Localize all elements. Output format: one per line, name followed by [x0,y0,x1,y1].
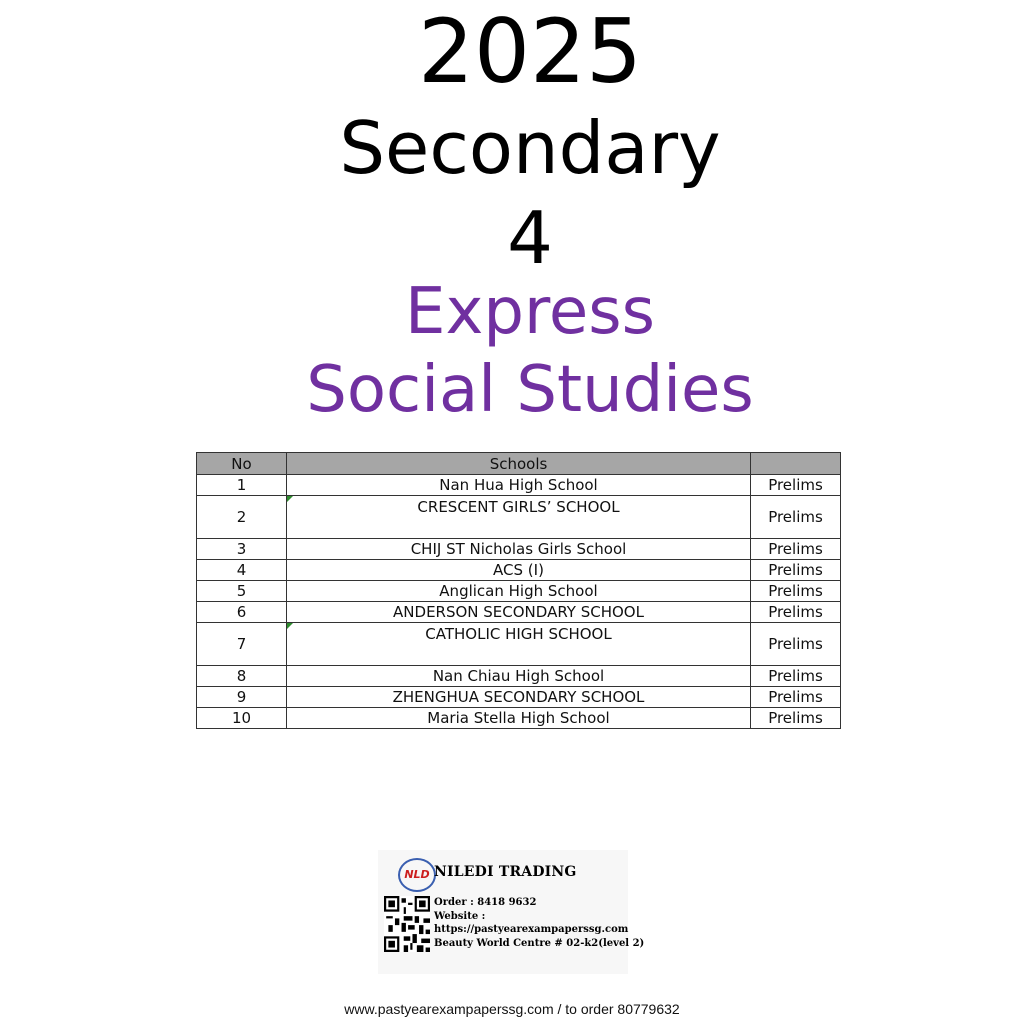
row-no: 4 [197,560,287,581]
row-school: ANDERSON SECONDARY SCHOOL [287,602,751,623]
row-no: 3 [197,539,287,560]
row-school: ZHENGHUA SECONDARY SCHOOL [287,687,751,708]
row-no: 10 [197,708,287,729]
schools-table [196,452,841,729]
row-no: 5 [197,581,287,602]
website-url: https://pastyearexampaperssg.com [434,924,629,935]
row-type: Prelims [751,581,841,602]
row-school-text: CATHOLIC HIGH SCHOOL [425,625,612,643]
row-no: 9 [197,687,287,708]
table-row [197,539,841,560]
company-logo-card [378,850,645,974]
comment-marker [287,496,293,502]
address-line: Beauty World Centre # 02-k2(level 2) [434,937,645,949]
row-type: Prelims [751,475,841,496]
footer-text: www.pastyearexampaperssg.com / to order 80779632 [344,1001,680,1017]
title-stream: Express [405,275,655,349]
row-no: 8 [197,666,287,687]
row-school: Nan Chiau High School [287,666,751,687]
qr-code-icon [384,896,430,952]
row-school: Maria Stella High School [287,708,751,729]
row-school: ACS (I) [287,560,751,581]
row-type: Prelims [751,560,841,581]
row-school [287,496,751,539]
row-type: Prelims [751,708,841,729]
table-row [197,708,841,729]
row-no: 6 [197,602,287,623]
row-type: Prelims [751,687,841,708]
row-school-text: CRESCENT GIRLS’ SCHOOL [417,498,620,516]
header-schools: Schools [287,453,751,475]
row-no: 2 [197,496,287,539]
table-row [197,560,841,581]
title-year: 2025 [418,0,642,103]
row-school: Anglican High School [287,581,751,602]
table-row [197,666,841,687]
row-type: Prelims [751,539,841,560]
row-no: 1 [197,475,287,496]
header-type [751,453,841,475]
website-label: Website : [434,910,486,922]
table-row [197,475,841,496]
table-header-row [197,453,841,475]
row-type: Prelims [751,496,841,539]
comment-marker [287,623,293,629]
title-grade: 4 [507,196,553,280]
order-line: Order : 8418 9632 [434,897,537,908]
table-row [197,581,841,602]
row-no: 7 [197,623,287,666]
row-school [287,623,751,666]
row-type: Prelims [751,666,841,687]
title-subject: Social Studies [306,353,754,427]
row-type: Prelims [751,602,841,623]
contact-info [434,896,644,950]
row-type: Prelims [751,623,841,666]
row-school: Nan Hua High School [287,475,751,496]
table-row [197,687,841,708]
nld-logo-icon: NLD [398,858,436,892]
row-school: CHIJ ST Nicholas Girls School [287,539,751,560]
table-row [197,602,841,623]
header-no: No [197,453,287,475]
table-row [197,496,841,539]
table-row [197,623,841,666]
company-name: NILEDI TRADING [434,864,577,880]
title-level: Secondary [339,106,721,190]
